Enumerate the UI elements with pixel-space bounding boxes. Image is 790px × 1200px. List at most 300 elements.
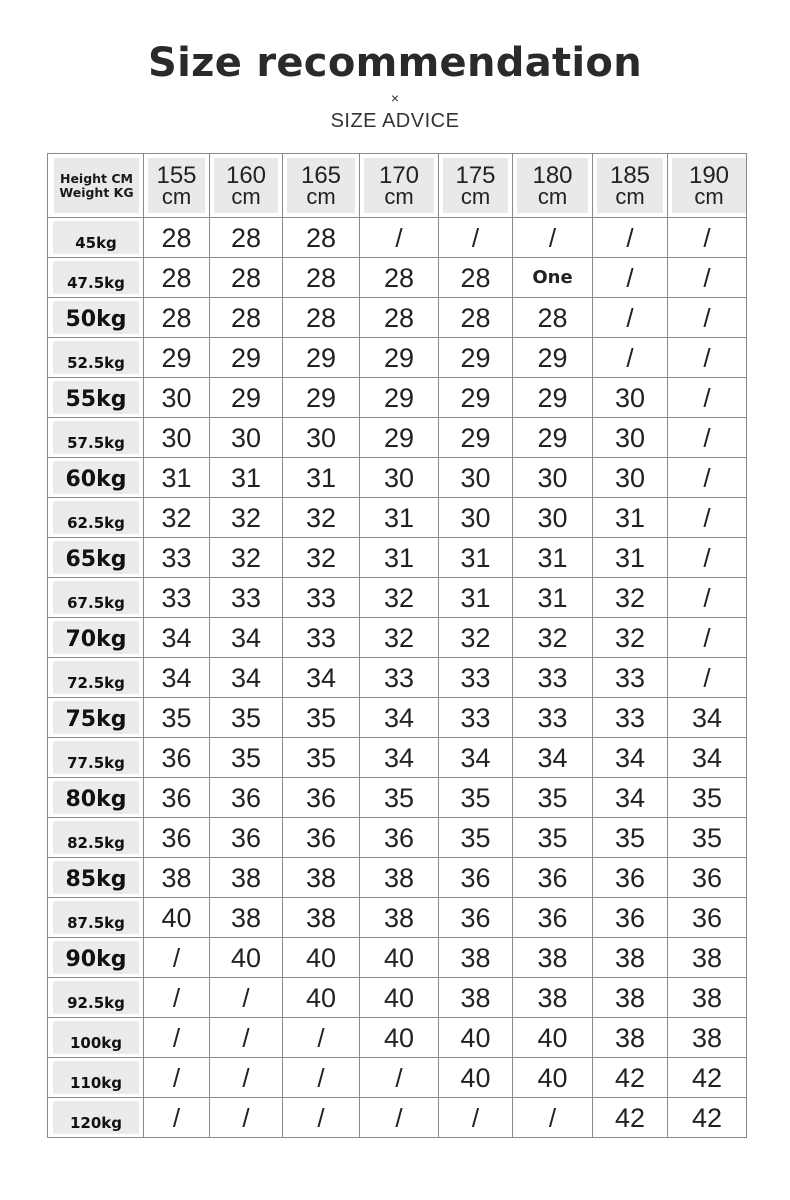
size-value: 32	[460, 622, 491, 653]
size-value: 38	[691, 1022, 723, 1053]
size-value: 34	[305, 662, 337, 693]
table-row	[48, 778, 747, 818]
size-value: 31	[230, 462, 262, 493]
size-value: /	[172, 1102, 181, 1133]
size-value: 34	[161, 622, 192, 653]
table-row	[48, 1058, 747, 1098]
size-cell	[144, 858, 210, 898]
size-cell	[439, 218, 513, 258]
size-value: 36	[230, 782, 262, 813]
size-cell	[439, 578, 513, 618]
weight-axis-label: Weight KG	[59, 184, 134, 200]
size-cell	[439, 298, 513, 338]
size-value: 40	[305, 942, 337, 973]
size-cell	[593, 938, 668, 978]
size-value: 36	[537, 862, 568, 893]
size-cell	[593, 258, 668, 298]
table-row	[48, 498, 747, 538]
height-unit: cm	[306, 183, 336, 209]
weight-label: 62.5kg	[67, 514, 125, 532]
size-cell	[144, 1058, 210, 1098]
size-cell	[439, 898, 513, 938]
size-value: 40	[305, 982, 337, 1013]
size-value: 36	[305, 822, 337, 853]
size-cell	[210, 458, 283, 498]
size-value: 33	[230, 582, 262, 613]
weight-label: 77.5kg	[67, 754, 125, 772]
size-value: 31	[383, 542, 415, 573]
height-value: 170	[378, 161, 420, 189]
height-header	[593, 154, 668, 218]
size-cell	[593, 978, 668, 1018]
size-cell	[210, 778, 283, 818]
weight-label: 100kg	[69, 1034, 123, 1052]
size-value: 35	[161, 702, 192, 733]
size-value: 33	[305, 622, 337, 653]
table-row	[48, 258, 747, 298]
size-cell	[210, 378, 283, 418]
page-title: Size recommendation	[148, 40, 642, 86]
table-row	[48, 938, 747, 978]
size-cell	[144, 898, 210, 938]
size-cell	[668, 1018, 747, 1058]
size-cell	[513, 1018, 593, 1058]
size-value: 36	[305, 782, 337, 813]
size-value: 32	[537, 622, 568, 653]
size-value: 31	[614, 542, 646, 573]
size-value: 28	[305, 262, 337, 293]
size-cell	[283, 458, 360, 498]
size-cell	[360, 458, 439, 498]
weight-label: 67.5kg	[67, 594, 125, 612]
size-value: 34	[230, 622, 262, 653]
size-cell	[144, 418, 210, 458]
size-cell	[439, 378, 513, 418]
size-value: /	[242, 1022, 250, 1053]
size-value: 36	[230, 822, 262, 853]
size-value: 34	[460, 742, 491, 773]
size-cell	[668, 698, 747, 738]
size-value: 30	[460, 462, 491, 493]
height-header	[513, 154, 593, 218]
size-value: /	[317, 1102, 325, 1133]
size-value: 38	[305, 862, 337, 893]
size-value: 35	[460, 782, 491, 813]
size-value: 30	[230, 422, 262, 453]
size-cell	[439, 1018, 513, 1058]
size-cell	[210, 338, 283, 378]
size-value: 35	[305, 742, 337, 773]
size-value: 38	[614, 1022, 646, 1053]
size-cell	[593, 618, 668, 658]
size-cell	[144, 818, 210, 858]
size-cell	[283, 698, 360, 738]
size-cell	[283, 538, 360, 578]
size-cell	[439, 818, 513, 858]
size-cell	[360, 498, 439, 538]
size-cell	[668, 218, 747, 258]
size-cell	[439, 738, 513, 778]
size-value: 29	[460, 422, 491, 453]
size-value: 33	[305, 582, 337, 613]
size-value: /	[626, 222, 634, 253]
size-cell	[668, 298, 747, 338]
size-value: 31	[383, 502, 415, 533]
size-cell	[210, 1098, 283, 1138]
weight-header	[48, 658, 144, 698]
size-cell	[210, 738, 283, 778]
size-value: 31	[305, 462, 337, 493]
weight-label: 82.5kg	[67, 834, 125, 852]
size-cell	[210, 258, 283, 298]
size-value: 29	[305, 382, 337, 413]
size-cell	[210, 498, 283, 538]
size-value: 31	[537, 582, 568, 613]
size-cell	[144, 1018, 210, 1058]
weight-label: 70kg	[65, 627, 127, 652]
size-cell	[593, 858, 668, 898]
table-row	[48, 698, 747, 738]
size-value: 34	[691, 702, 723, 733]
weight-header	[48, 418, 144, 458]
size-value: /	[242, 982, 250, 1013]
size-cell	[144, 938, 210, 978]
size-cell	[210, 698, 283, 738]
size-value: 38	[161, 862, 192, 893]
height-value: 165	[300, 161, 342, 189]
size-value: 30	[305, 422, 337, 453]
size-cell	[593, 1058, 668, 1098]
size-cell	[360, 218, 439, 258]
size-value: 35	[460, 822, 491, 853]
size-cell	[668, 818, 747, 858]
size-cell	[144, 298, 210, 338]
size-cell	[513, 618, 593, 658]
size-value: 31	[460, 582, 491, 613]
size-value: 42	[614, 1102, 646, 1133]
table-row	[48, 578, 747, 618]
size-cell	[283, 578, 360, 618]
size-value: /	[172, 1062, 181, 1093]
size-value: 29	[230, 382, 262, 413]
weight-header	[48, 538, 144, 578]
size-cell	[513, 218, 593, 258]
weight-label: 72.5kg	[67, 674, 125, 692]
size-cell	[439, 498, 513, 538]
weight-label: 47.5kg	[67, 274, 125, 292]
size-cell	[283, 1018, 360, 1058]
size-value: 38	[230, 902, 262, 933]
size-cell	[144, 738, 210, 778]
size-cell	[439, 858, 513, 898]
size-cell	[593, 218, 668, 258]
size-cell	[144, 218, 210, 258]
size-value: 29	[230, 342, 262, 373]
size-value: 29	[537, 382, 568, 413]
size-value: 36	[614, 902, 646, 933]
size-value: /	[548, 222, 557, 253]
size-value: /	[703, 582, 711, 613]
size-value: /	[626, 262, 634, 293]
size-value: 31	[161, 462, 192, 493]
size-cell	[360, 418, 439, 458]
weight-label: 60kg	[65, 467, 127, 492]
size-value: 30	[537, 502, 568, 533]
weight-header	[48, 458, 144, 498]
size-value: /	[703, 262, 711, 293]
size-value: 40	[383, 1022, 415, 1053]
size-cell	[360, 578, 439, 618]
weight-header	[48, 818, 144, 858]
size-value: 28	[383, 302, 415, 333]
size-cell	[283, 778, 360, 818]
size-value: 29	[383, 422, 415, 453]
size-value: 30	[460, 502, 491, 533]
height-header	[283, 154, 360, 218]
size-value: 32	[305, 542, 337, 573]
height-value: 180	[532, 161, 573, 189]
table-row	[48, 418, 747, 458]
size-cell	[360, 658, 439, 698]
size-cell	[513, 498, 593, 538]
weight-header	[48, 298, 144, 338]
size-cell	[283, 618, 360, 658]
size-cell	[439, 538, 513, 578]
size-cell	[668, 658, 747, 698]
weight-header	[48, 618, 144, 658]
size-cell	[513, 418, 593, 458]
size-value: /	[626, 302, 634, 333]
size-value: /	[471, 1102, 480, 1133]
size-cell	[283, 298, 360, 338]
table-row	[48, 1018, 747, 1058]
size-value: 40	[161, 902, 192, 933]
size-value: 36	[460, 902, 491, 933]
size-cell	[360, 738, 439, 778]
size-value: 28	[460, 262, 491, 293]
size-cell	[144, 1098, 210, 1138]
size-cell	[144, 618, 210, 658]
table-row	[48, 218, 747, 258]
size-value: 38	[691, 982, 723, 1013]
size-value: 35	[230, 702, 262, 733]
size-cell	[360, 818, 439, 858]
size-cell	[513, 898, 593, 938]
size-value: 30	[161, 422, 192, 453]
size-value: /	[317, 1022, 325, 1053]
size-cell	[144, 338, 210, 378]
size-cell	[283, 818, 360, 858]
height-unit: cm	[537, 183, 568, 209]
size-value: /	[242, 1102, 250, 1133]
size-value: 34	[383, 702, 415, 733]
corner-header	[48, 154, 144, 218]
size-cell	[360, 778, 439, 818]
size-value: 29	[161, 342, 192, 373]
size-value: 40	[537, 1062, 568, 1093]
size-cell	[439, 1098, 513, 1138]
size-cell	[144, 378, 210, 418]
weight-label: 120kg	[69, 1114, 123, 1132]
size-cell	[668, 258, 747, 298]
size-value: 32	[383, 582, 415, 613]
weight-header	[48, 858, 144, 898]
size-value: 33	[460, 662, 491, 693]
size-cell	[360, 1018, 439, 1058]
height-value: 160	[225, 161, 267, 189]
size-value: 30	[614, 382, 646, 413]
size-cell	[439, 938, 513, 978]
size-value: 33	[161, 582, 192, 613]
weight-header	[48, 698, 144, 738]
size-cell	[283, 378, 360, 418]
size-cell	[668, 978, 747, 1018]
size-value: /	[703, 662, 711, 693]
size-cell	[439, 418, 513, 458]
size-cell	[668, 498, 747, 538]
size-value: 40	[537, 1022, 568, 1053]
size-cell	[210, 218, 283, 258]
size-value: 35	[537, 822, 568, 853]
weight-header	[48, 378, 144, 418]
size-cell	[513, 378, 593, 418]
size-value: 36	[691, 862, 723, 893]
size-cell	[593, 1098, 668, 1138]
size-cell	[668, 1058, 747, 1098]
size-cell	[439, 618, 513, 658]
weight-label: 87.5kg	[67, 914, 125, 932]
size-cell	[668, 578, 747, 618]
size-value: 38	[614, 942, 646, 973]
size-cell	[360, 698, 439, 738]
size-cell	[439, 338, 513, 378]
size-cell	[144, 538, 210, 578]
size-cell	[210, 618, 283, 658]
size-cell	[283, 1098, 360, 1138]
size-cell	[593, 418, 668, 458]
table-row	[48, 378, 747, 418]
height-axis-label: Height CM	[59, 170, 133, 186]
size-cell	[360, 298, 439, 338]
size-value: 38	[383, 862, 415, 893]
size-value: /	[703, 622, 711, 653]
size-cell	[360, 1058, 439, 1098]
weight-label: 52.5kg	[67, 354, 125, 372]
size-cell	[360, 938, 439, 978]
size-cell	[513, 818, 593, 858]
size-cell	[439, 978, 513, 1018]
size-value: 32	[230, 542, 262, 573]
size-cell	[513, 458, 593, 498]
size-cell	[144, 978, 210, 1018]
size-value: /	[703, 342, 711, 373]
size-value: /	[395, 1062, 403, 1093]
size-cell	[513, 1098, 593, 1138]
size-cell	[210, 978, 283, 1018]
size-value: 36	[460, 862, 491, 893]
size-value: /	[242, 1062, 250, 1093]
size-value: 28	[161, 262, 192, 293]
height-unit: cm	[615, 183, 645, 209]
height-value: 190	[688, 161, 730, 189]
size-value: /	[172, 1022, 181, 1053]
size-value: 38	[460, 982, 491, 1013]
size-cell	[439, 258, 513, 298]
weight-header	[48, 218, 144, 258]
size-value: /	[548, 1102, 557, 1133]
height-header	[668, 154, 747, 218]
weight-header	[48, 1058, 144, 1098]
size-value: /	[471, 222, 480, 253]
size-value: 33	[460, 702, 491, 733]
size-value: 38	[537, 942, 568, 973]
size-value: 32	[230, 502, 262, 533]
size-value: 35	[691, 822, 723, 853]
size-value: 29	[537, 422, 568, 453]
size-cell	[593, 818, 668, 858]
size-value: 35	[537, 782, 568, 813]
size-value: /	[395, 222, 403, 253]
size-value: 33	[537, 702, 568, 733]
size-value: 38	[537, 982, 568, 1013]
size-value: /	[703, 382, 711, 413]
table-row	[48, 538, 747, 578]
size-cell	[360, 618, 439, 658]
size-value: /	[172, 942, 181, 973]
size-cell	[283, 498, 360, 538]
table-body	[48, 218, 747, 1138]
size-value: 33	[614, 662, 646, 693]
weight-label: 92.5kg	[67, 994, 125, 1012]
size-cell	[593, 658, 668, 698]
size-value: 28	[230, 222, 262, 253]
table-row	[48, 858, 747, 898]
size-value: 30	[161, 382, 192, 413]
height-header	[144, 154, 210, 218]
size-cell	[210, 1058, 283, 1098]
size-cell	[144, 258, 210, 298]
size-value: 28	[383, 262, 415, 293]
size-cell	[283, 258, 360, 298]
size-cell	[439, 698, 513, 738]
size-value: /	[172, 982, 181, 1013]
size-cell	[283, 978, 360, 1018]
size-cell	[668, 538, 747, 578]
height-value: 185	[609, 161, 651, 189]
size-value: 40	[230, 942, 262, 973]
size-cell	[513, 258, 593, 298]
size-cell	[283, 858, 360, 898]
size-value: 40	[460, 1062, 491, 1093]
size-value: 30	[614, 462, 646, 493]
weight-label: 50kg	[65, 307, 127, 332]
size-cell	[144, 458, 210, 498]
size-value: 33	[537, 662, 568, 693]
size-cell	[668, 898, 747, 938]
size-cell	[283, 218, 360, 258]
size-cell	[144, 498, 210, 538]
size-value: 30	[614, 422, 646, 453]
height-unit: cm	[694, 183, 724, 209]
size-cell	[360, 338, 439, 378]
size-value: 40	[460, 1022, 491, 1053]
size-cell	[210, 578, 283, 618]
size-cell	[513, 338, 593, 378]
weight-label: 85kg	[65, 867, 127, 892]
size-value: 29	[383, 382, 415, 413]
size-value: 28	[230, 262, 262, 293]
size-value: 35	[305, 702, 337, 733]
